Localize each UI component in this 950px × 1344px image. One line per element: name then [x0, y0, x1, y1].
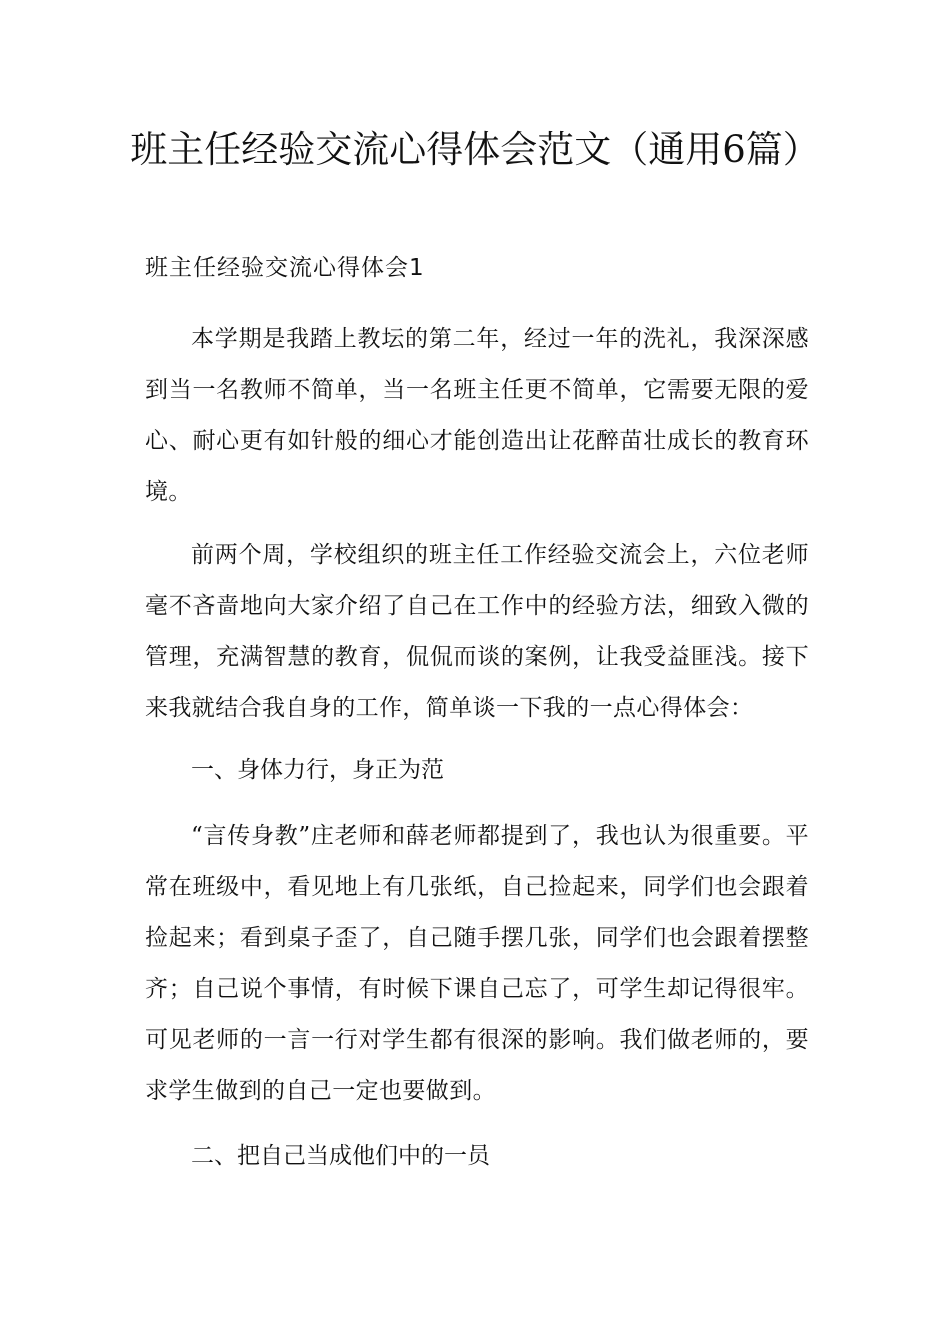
- paragraph-1: 本学期是我踏上教坛的第二年，经过一年的洗礼，我深深感到当一名教师不简单，当一名班主任更不简单，它需要无限的爱心、耐心更有如针般的细心才能创造出让花醉苗壮成长的教育环境。: [145, 326, 809, 505]
- document-title: 班主任经验交流心得体会范文（通用6篇）: [130, 128, 820, 171]
- section-heading: 班主任经验交流心得体会1: [145, 255, 425, 281]
- sub-heading-2: 二、把自己当成他们中的一员: [191, 1143, 490, 1169]
- paragraph-3: “言传身教”庄老师和薛老师都提到了，我也认为很重要。平常在班级中，看见地上有几张纸，自己捡起来，同学们也会跟着捡起来；看到桌子歪了，自己随手摆几张，同学们也会跟着摆整齐；自己说个事情，有时候下课自己忘了，可学生却记得很牢。可见老师的一言一行对学生都有很深的影响。我们做老师的，要求学生做到的自己一定也要做到。: [145, 823, 809, 1104]
- paragraph-2: 前两个周，学校组织的班主任工作经验交流会上，六位老师毫不吝啬地向大家介绍了自己在工作中的经验方法，细致入微的管理，充满智慧的教育，侃侃而谈的案例，让我受益匪浅。接下来我就结合我自身的工作，简单谈一下我的一点心得体会：: [145, 542, 809, 721]
- sub-heading-1: 一、身体力行，身正为范: [191, 757, 444, 783]
